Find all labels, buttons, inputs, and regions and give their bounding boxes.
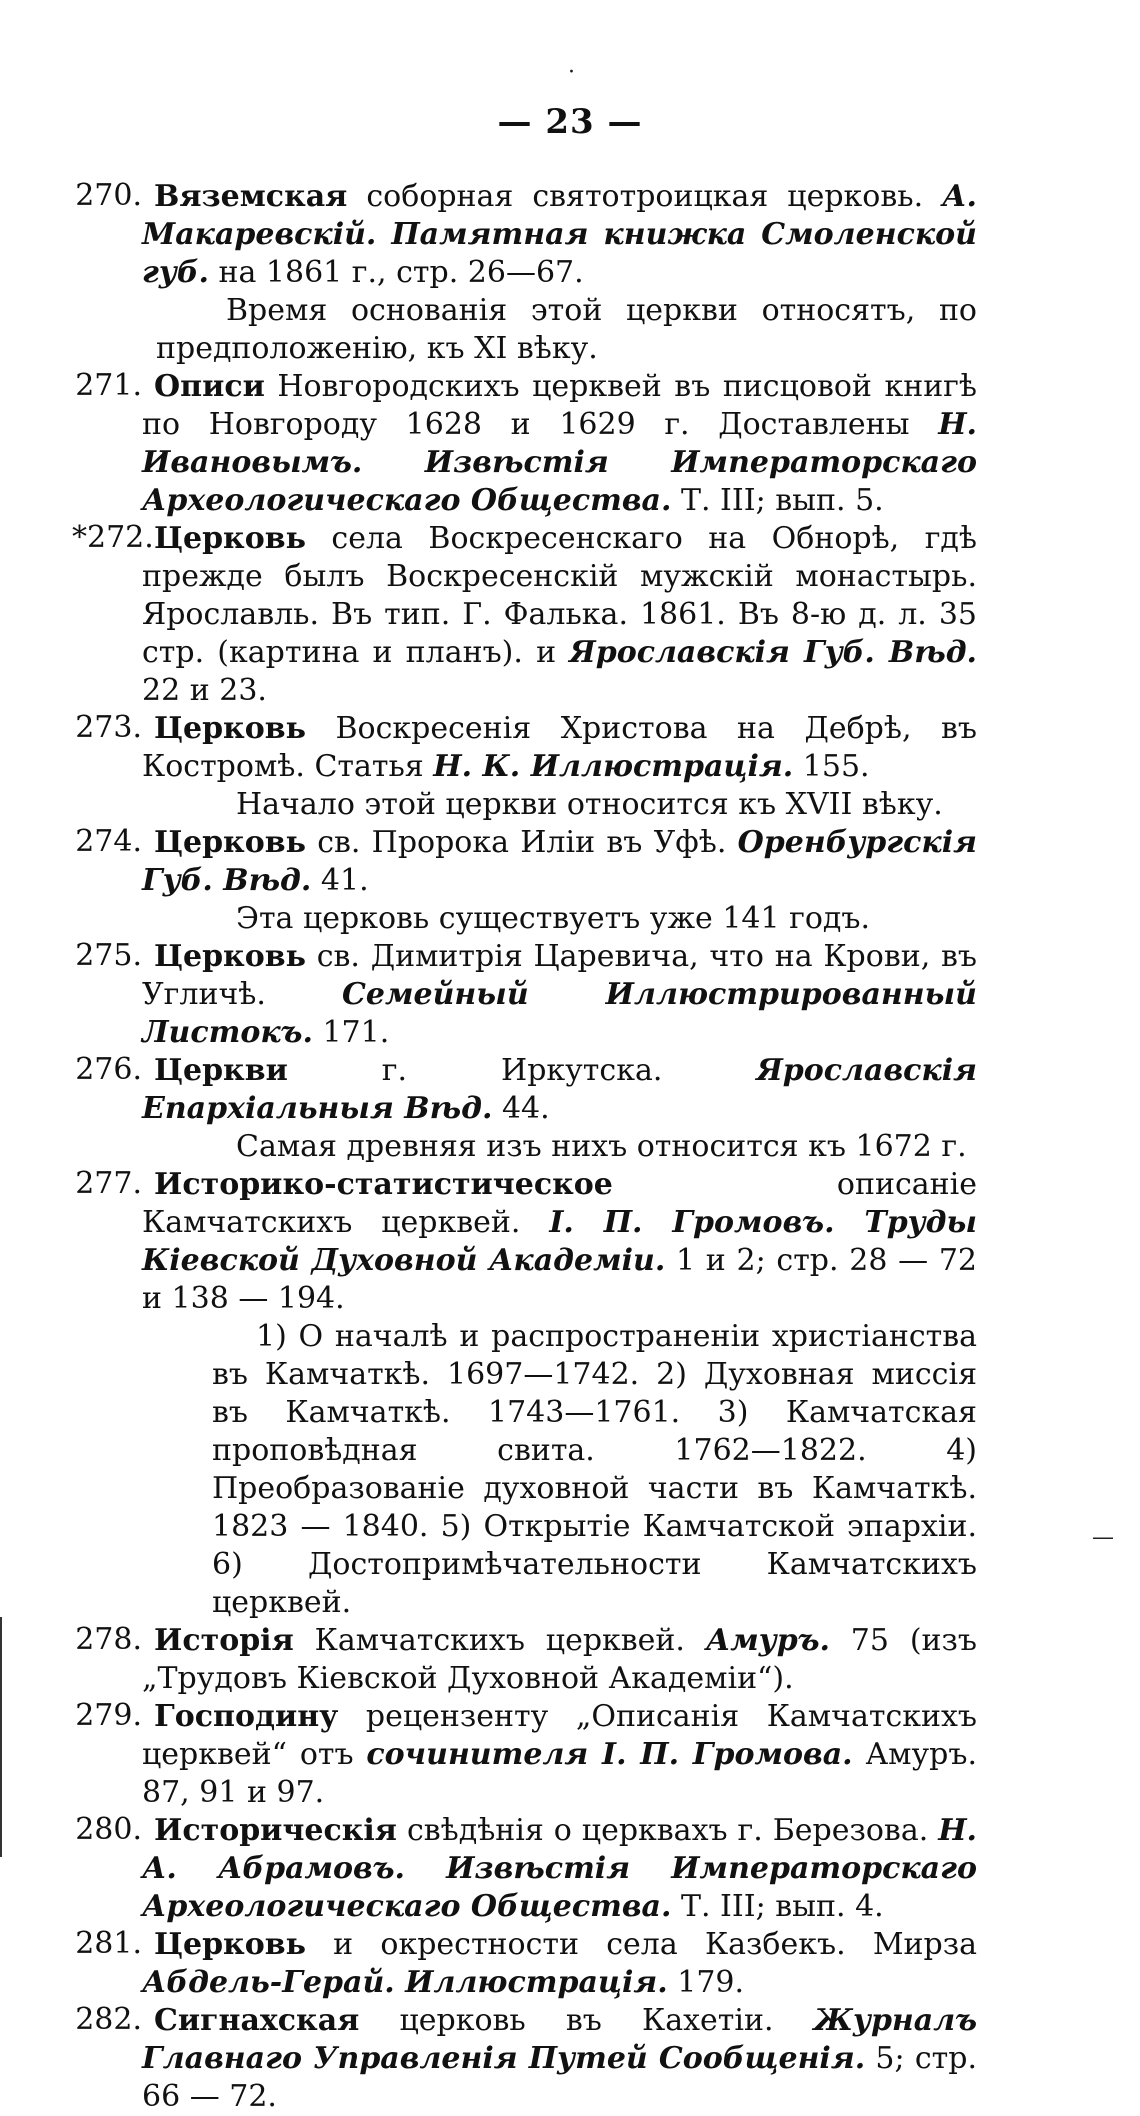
entry-note: Начало этой церкви относится къ XVII вѣку. [236,787,943,822]
entry-source: Семейный Иллюстрированный Листокъ. [142,977,977,1050]
entry-note: 1) О началѣ и распространеніи христіанства въ Камчаткѣ. 1697—1742. 2) Духовная миссія въ Камчаткѣ. 1743—1761. 3) Камчатская проповѣдная свита. 1762—1822. 4) Преобразованіе духовной части въ Камчаткѣ. 1823 — 1840. 5) Открытіе Камчатской эпархіи. 6) Достопримѣчательности Камчатскихъ церквей. [212,1319,977,1620]
entry-number: 281. [75,1926,142,1961]
entry-reference: Т. III; вып. 5. [671,483,884,518]
entry-text [142,178,977,292]
entry-number: 271. [75,368,142,403]
entry-number: 277. [75,1166,142,1201]
entry-278 [72,1622,977,1698]
entry-reference: 155. [793,749,870,784]
entry-title: Исторія [154,1623,294,1658]
entry-273 [72,710,977,824]
entry-text [142,1812,977,1926]
entry-text [142,1622,977,1698]
entry-source: I. П. Громовъ. Труды Кіевской Духовной Академіи. [142,1205,978,1278]
margin-dash-mark: — [1092,1525,1114,1550]
entry-title: Церкви [154,1053,288,1088]
entry-number: 274. [75,824,142,859]
entry-title: Историко-статистическое [154,1167,613,1202]
entry-reference: 41. [311,863,369,898]
entry-source: Журналъ Главнаго Управленія Путей Сообщенія. [142,2003,977,2076]
entry-title: Церковь [154,825,306,860]
entry-270 [72,178,977,368]
entry-text [142,1698,977,1812]
left-edge-line [0,1617,2,1857]
entry-text [142,1052,977,1128]
entry-source: Ярославскія Губ. Вѣд. [569,635,977,670]
entry-description: Новгородскихъ церквей въ писцовой книгѣ по Новгороду 1628 и 1629 г. Доставлены [142,369,977,442]
entry-text [142,1926,977,2002]
entry-title: Церковь [154,939,306,974]
entry-text [142,520,977,710]
entry-title: Господину [154,1699,339,1734]
entry-list [72,178,977,2116]
entry-281 [72,1926,977,2002]
entry-note: Эта церковь существуетъ уже 141 годъ. [236,901,871,936]
entry-282 [72,2002,977,2116]
entry-text [142,710,977,786]
entry-reference: на 1861 г., стр. 26—67. [208,255,584,290]
entry-280 [72,1812,977,1926]
entry-276 [72,1052,977,1166]
entry-title: Церковь [154,711,306,746]
entry-number: 282. [75,2002,142,2037]
entry-source: Амуръ. [705,1623,830,1658]
entry-source: Н. А. Абрамовъ. Извѣстія Императорскаго Археологическаго Общества. [142,1813,977,1924]
entry-number: 279. [75,1698,142,1733]
entry-description: рецензенту „Описанія Камчатскихъ церквей“ отъ [142,1699,977,1772]
entry-number: 270. [75,178,142,213]
entry-source: Оренбургскія Губ. Вѣд. [142,825,977,898]
entry-number: 278. [75,1622,142,1657]
page-number: — 23 — [497,102,643,142]
entry-number: 273. [75,710,142,745]
entry-reference: 22 и 23. [142,673,267,708]
entry-description: и окрестности села Казбекъ. Мирза [305,1927,977,1962]
entry-reference: 5; стр. 66 — 72. [142,2041,977,2114]
entry-279 [72,1698,977,1812]
entry-text [142,938,977,1052]
entry-source: Ярославскія Епархіальныя Вѣд. [142,1053,977,1126]
entry-title: Описи [154,369,265,404]
entry-number: 275. [75,938,142,973]
dot-mark: · [568,60,575,85]
entry-source: Н. Ивановымъ. Извѣстія Императорскаго Археологическаго Общества. [142,407,977,518]
entry-description: Камчатскихъ церквей. [293,1623,706,1658]
entry-description: соборная святотроицкая церковь. [347,179,943,214]
entry-title: Историческія [154,1813,397,1848]
entry-description: св. Димитрія Царевича, что на Крови, въ Угличѣ. [142,939,977,1012]
entry-272 [72,520,977,710]
entry-reference: Амуръ. 87, 91 и 97. [142,1737,977,1810]
entry-text [142,1166,977,1318]
entry-description: Воскресенія Христова на Дебрѣ, въ Костромѣ. Статья [142,711,977,784]
entry-number: *272. [72,520,154,555]
entry-274 [72,824,977,938]
entry-description: церковь въ Кахетіи. [359,2003,814,2038]
entry-reference: 75 (изъ „Трудовъ Кіевской Духовной Академіи“). [142,1623,977,1696]
entry-reference: 1 и 2; стр. 28 — 72 и 138 — 194. [142,1243,977,1316]
entry-title: Церковь [154,521,306,556]
entry-description: свѣдѣнія о церквахъ г. Березова. [396,1813,939,1848]
entry-source: А. Макаревскій. Памятная книжка Смоленской губ. [142,179,977,290]
entry-271 [72,368,977,520]
entry-277 [72,1166,977,1622]
entry-title: Сигнахская [154,2003,360,2038]
entry-source: Н. К. Иллюстрація. [433,749,794,784]
entry-description: описаніе Камчатскихъ церквей. [142,1167,977,1240]
entry-text [142,824,977,900]
entry-description: св. Пророка Иліи въ Уфѣ. [305,825,738,860]
entry-reference: Т. III; вып. 4. [671,1889,884,1924]
entry-note: Самая древняя изъ нихъ относится къ 1672 г. [236,1129,967,1164]
entry-number: 276. [75,1052,142,1087]
entry-description: села Воскресенскаго на Обнорѣ, гдѣ прежде былъ Воскресенскій мужскій монастырь. Ярославль. Въ тип. Г. Фалька. 1861. Въ 8-ю д. л. 35 стр. (картина и планъ). и [142,521,977,670]
entry-reference: 179. [667,1965,745,2000]
entry-source: Абдель-Герай. Иллюстрація. [142,1965,668,2000]
entry-text [142,2002,977,2116]
entry-reference: 171. [312,1015,390,1050]
entry-number: 280. [75,1812,142,1847]
entry-description: г. Иркутска. [287,1053,757,1088]
entry-title: Вяземская [154,179,348,214]
entry-note: Время основанія этой церкви относятъ, по предположенію, къ XI вѣку. [156,293,977,366]
entry-275 [72,938,977,1052]
entry-text [142,368,977,520]
entry-reference: 44. [492,1091,550,1126]
entry-title: Церковь [154,1927,306,1962]
entry-source: сочинителя I. П. Громова. [366,1737,853,1772]
